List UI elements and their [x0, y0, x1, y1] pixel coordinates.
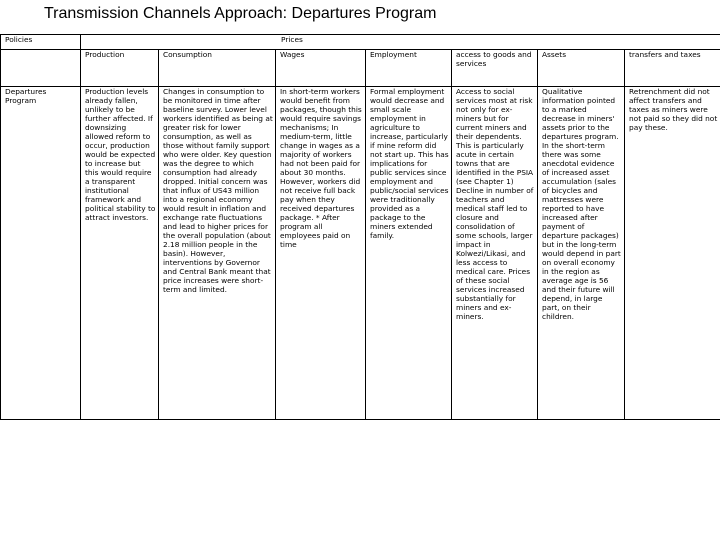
column-header-access-to-goods: access to goods and services	[452, 50, 538, 87]
header-prices: Prices	[81, 35, 720, 50]
cell-access-to-goods: Access to social services most at risk not only for ex-miners but for current miners and their dependents. This is particularly acute in certain towns that are identified in the PSIA (see Chapter 1) Decline in number of teachers and medical staff led to closure and consolidation of some schools, larger impact in Kolwezi/Likasi, and less access to medical care. Prices of these social services increased substantially for miners and ex-miners.	[452, 87, 538, 420]
column-header-assets: Assets	[538, 50, 625, 87]
row-label-departures-program: Departures Program	[1, 87, 81, 420]
column-header-consumption: Consumption	[159, 50, 276, 87]
column-header-transfers-taxes: transfers and taxes	[625, 50, 720, 87]
cell-wages: In short-term workers would benefit from packages, though this would require savings mechanisms; In medium-term, little change in wages as a majority of workers had not been paid for about 30 months. However, workers did not receive full back pay when they received departures package. * After program all employees paid on time	[276, 87, 366, 420]
header-empty-cell	[1, 50, 81, 87]
table-header-row-top	[1, 35, 720, 50]
table-header-row-columns	[1, 50, 720, 87]
column-header-employment: Employment	[366, 50, 452, 87]
cell-production: Production levels already fallen, unlikely to be further affected. If downsizing allowed reform to occur, production would be expected to increase but this would require a transparent institutional framework and political stability to attract investors.	[81, 87, 159, 420]
transmission-channels-table	[0, 34, 720, 420]
header-policies: Policies	[1, 35, 81, 50]
table-row-departures-program	[1, 87, 720, 420]
column-header-production: Production	[81, 50, 159, 87]
cell-transfers-taxes: Retrenchment did not affect transfers and taxes as miners were not paid so they did not pay these.	[625, 87, 720, 420]
column-header-wages: Wages	[276, 50, 366, 87]
cell-employment: Formal employment would decrease and small scale employment in agriculture to increase, particularly if mine reform did not start up. This has implications for public services since employment and public/social services were traditionally provided as a package to the miners extended family.	[366, 87, 452, 420]
cell-consumption: Changes in consumption to be monitored in time after baseline survey. Lower level workers identified as being at greater risk for lower consumption, as well as those without family support who were older. Key question was the degree to which consumption had already dropped. Initial concern was that influx of US43 million into a regional economy would result in inflation and exchange rate fluctuations and lead to higher prices for the overall population (about 2.18 million people in the basin). However, interventions by Governor and Central Bank meant that price increases were short-term and limited.	[159, 87, 276, 420]
page-title: Transmission Channels Approach: Departures Program	[44, 5, 437, 22]
cell-assets: Qualitative information pointed to a marked decrease in miners' assets prior to the departures program. In the short-term there was some anecdotal evidence of increased asset accumulation (sales of bicycles and mattresses were reported to have increased after payment of departure packages) but in the long-term would depend in part on overall economy in the region as average age is 56 and their future will depend, in large part, on their children.	[538, 87, 625, 420]
